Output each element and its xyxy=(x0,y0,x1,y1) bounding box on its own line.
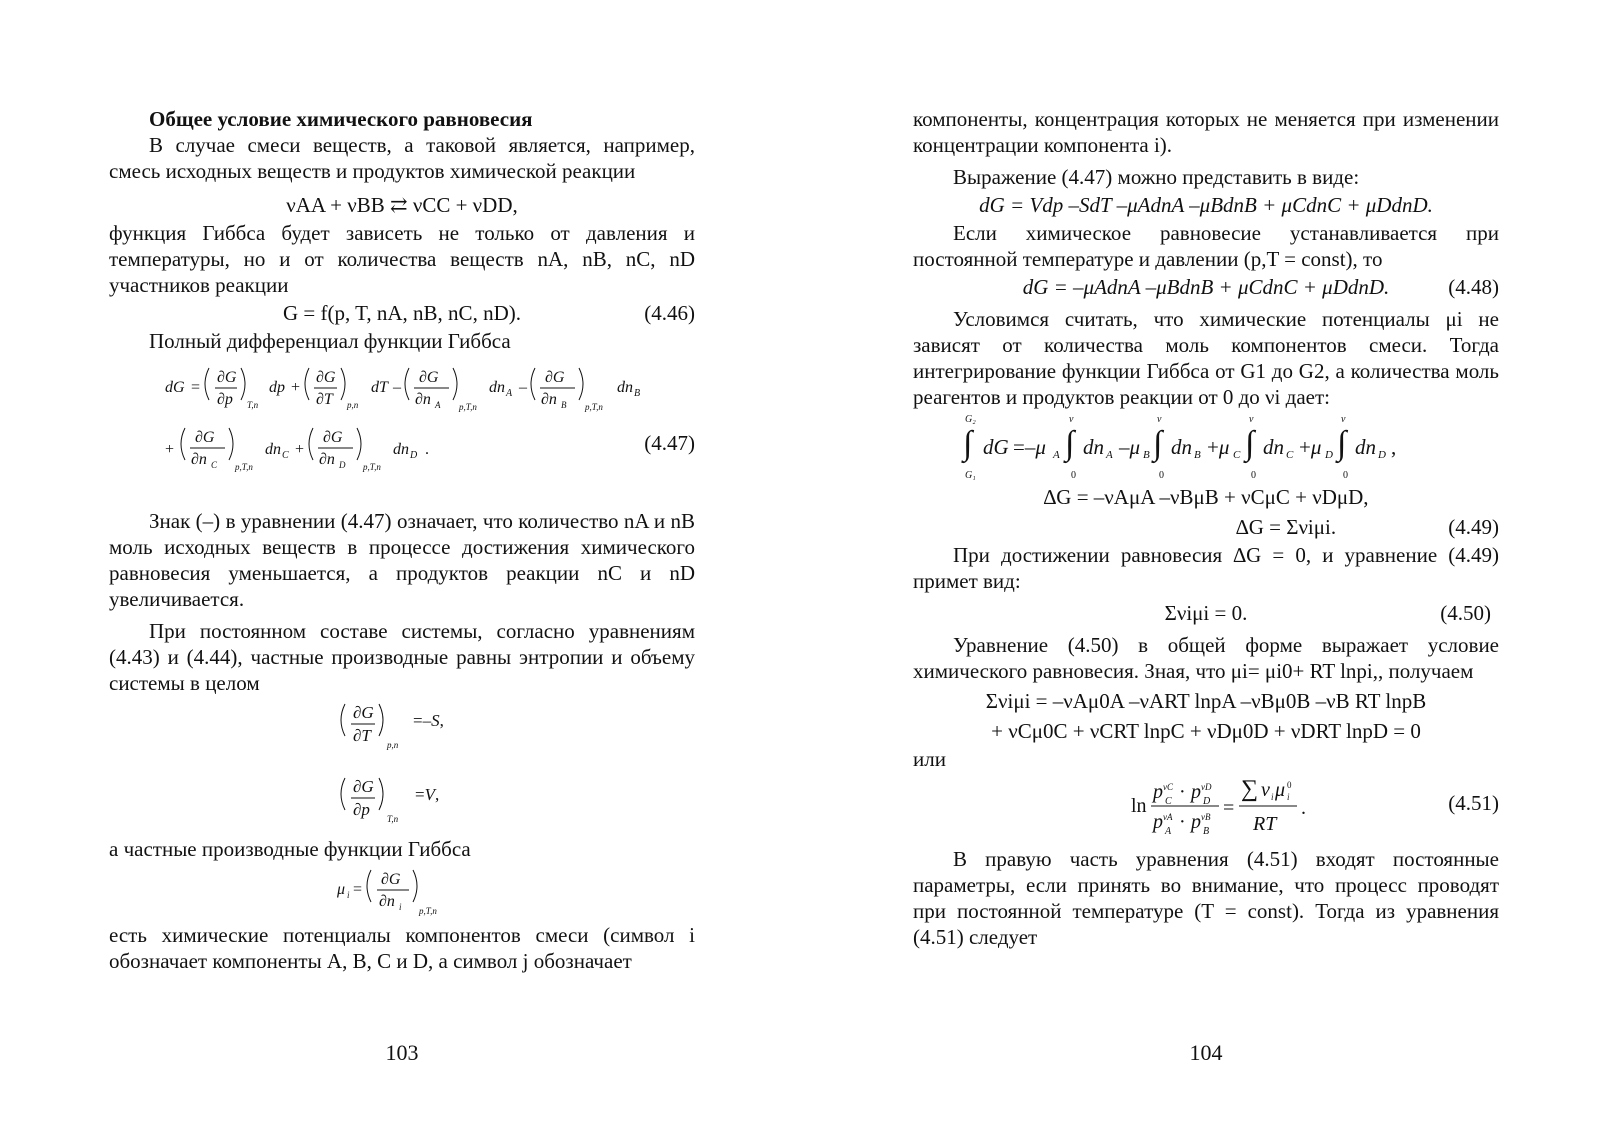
chemical-potential-formula xyxy=(109,862,695,922)
svg-text:+μ: +μ xyxy=(1299,435,1322,459)
svg-text:ν: ν xyxy=(1249,414,1254,425)
page-number: 103 xyxy=(385,1040,419,1065)
paragraph: функция Гиббса будет зависеть не только от давления и температуры, но и от количества веществ nA, nB, nC, nD участников реакции xyxy=(109,221,695,297)
svg-text:∂G: ∂G xyxy=(217,369,237,386)
svg-text:∫: ∫ xyxy=(1153,425,1163,462)
paragraph: есть химические потенциалы компонентов смеси (символ i обозначает компоненты A, B, C и D, а символ j обозначает xyxy=(109,923,695,973)
svg-text:i: i xyxy=(1287,792,1290,802)
equation-4-48: dG = –μAdnA –μBdnB + μCdnC + μDdnD. (4.48) xyxy=(913,272,1499,302)
svg-text:νC: νC xyxy=(1163,782,1173,792)
svg-text:=–μ: =–μ xyxy=(1013,435,1046,459)
svg-text:B: B xyxy=(1194,449,1201,461)
svg-text:0: 0 xyxy=(1251,470,1256,481)
svg-text:B: B xyxy=(1203,826,1210,837)
svg-text:p,T,n: p,T,n xyxy=(459,402,477,412)
svg-text:∂n: ∂n xyxy=(319,451,335,468)
svg-text:∫: ∫ xyxy=(1337,425,1347,462)
svg-text:A: A xyxy=(506,388,513,399)
equation-dg: dG = Vdp –SdT –μAdnA –μBdnB + μCdnC + μDdnD. xyxy=(979,193,1433,217)
svg-text:D: D xyxy=(1203,796,1211,807)
svg-text:p: p xyxy=(1191,781,1201,803)
svg-text:∂T: ∂T xyxy=(316,391,333,408)
svg-text:dn: dn xyxy=(393,441,409,458)
svg-text:C: C xyxy=(1233,449,1241,461)
svg-text:p,T,n: p,T,n xyxy=(419,906,437,916)
svg-text:–μ: –μ xyxy=(1119,435,1141,459)
svg-text:B: B xyxy=(634,388,641,399)
svg-text:RT: RT xyxy=(1253,813,1277,835)
svg-text:ν: ν xyxy=(1261,779,1270,801)
svg-text:p,T,n: p,T,n xyxy=(235,462,253,472)
integral-formula xyxy=(913,410,1499,482)
svg-text:μ: μ xyxy=(1275,779,1286,801)
svg-text:0: 0 xyxy=(1287,780,1292,790)
svg-text:∂G: ∂G xyxy=(381,871,401,888)
svg-text:0: 0 xyxy=(1071,470,1076,481)
svg-text:dn: dn xyxy=(1355,435,1376,459)
svg-text:dp: dp xyxy=(269,379,285,396)
paragraph: При постоянном составе системы, согласно уравнениям (4.43) и (4.44), частные производные равны энтропии и объему системы в целом xyxy=(109,619,695,695)
page-number: 104 xyxy=(1189,1040,1223,1065)
equation-4-51 xyxy=(913,772,1499,838)
svg-text:=: = xyxy=(191,379,201,396)
svg-text:A: A xyxy=(435,400,441,410)
paragraph: Выражение (4.47) можно представить в виде: xyxy=(953,165,1360,189)
svg-text:∫: ∫ xyxy=(963,425,973,462)
svg-text:–: – xyxy=(393,379,401,396)
paragraph: В правую часть уравнения (4.51) входят постоянные параметры, если принять во внимание, что процесс проводят при постоянной температуре (T = const). Тогда из уравнения (4.51) следует xyxy=(913,847,1499,949)
equation-number: (4.49) xyxy=(1448,515,1499,539)
svg-text:B: B xyxy=(1143,449,1150,461)
svg-text:ν: ν xyxy=(1157,414,1162,425)
svg-text:=: = xyxy=(1223,797,1235,819)
left-page xyxy=(109,106,695,974)
equation-number: (4.51) xyxy=(1448,791,1499,815)
svg-text:dG: dG xyxy=(165,379,185,396)
svg-text:dn: dn xyxy=(1083,435,1104,459)
equation-expanded-line-1: Σνiμi = –νAμ0A –νART lnpA –νBμ0B –νB RT lnpB xyxy=(985,689,1427,713)
svg-text:∂n: ∂n xyxy=(379,893,395,910)
svg-text:∂T: ∂T xyxy=(353,726,371,745)
svg-text:G₁: G₁ xyxy=(965,470,976,481)
svg-text:T,n: T,n xyxy=(387,814,399,824)
section-heading: Общее условие химического равновесия xyxy=(149,107,533,131)
svg-text:νA: νA xyxy=(1163,812,1173,822)
equation-4-49: ∆G = Σνiμi. (4.49) xyxy=(913,512,1499,542)
svg-text:C: C xyxy=(1286,449,1294,461)
svg-text:∂G: ∂G xyxy=(353,777,374,796)
svg-text:p: p xyxy=(1153,811,1163,833)
svg-text:+μ: +μ xyxy=(1207,435,1230,459)
svg-text:0: 0 xyxy=(1343,470,1348,481)
svg-text:–: – xyxy=(519,379,527,396)
svg-text:dn: dn xyxy=(489,379,505,396)
svg-text:∂G: ∂G xyxy=(323,429,343,446)
svg-text:A: A xyxy=(1165,826,1172,837)
log-ratio-formula xyxy=(913,772,1499,838)
svg-text:p,n: p,n xyxy=(387,740,399,750)
svg-text:dT: dT xyxy=(371,379,388,396)
svg-text:+: + xyxy=(291,379,301,396)
equation-number: (4.50) xyxy=(1440,601,1491,625)
svg-text:∂n: ∂n xyxy=(191,451,207,468)
svg-text:p,T,n: p,T,n xyxy=(363,462,381,472)
paragraph: компоненты, концентрация которых не меняется при изменении концентрации компонента i). xyxy=(913,107,1499,157)
svg-text:=V,: =V, xyxy=(415,785,440,804)
equation-4-50: Σνiμi = 0. (4.50) xyxy=(913,598,1499,628)
svg-text:∫: ∫ xyxy=(1065,425,1075,462)
svg-text:∂n: ∂n xyxy=(541,391,557,408)
svg-text:μ: μ xyxy=(337,881,346,898)
svg-text:A: A xyxy=(1106,449,1113,461)
svg-text:∂p: ∂p xyxy=(217,391,233,408)
paragraph: Если химическое равновесие устанавливается при постоянной температуре и давлении (p,T = const), то xyxy=(913,221,1499,271)
svg-text:dG: dG xyxy=(983,435,1009,459)
svg-text:D: D xyxy=(1378,449,1386,461)
svg-text:T,n: T,n xyxy=(247,400,259,410)
svg-text:C: C xyxy=(1165,796,1172,807)
svg-text:C: C xyxy=(211,460,218,470)
svg-text:C: C xyxy=(282,450,289,461)
equation-4-46: G = f(p, T, nA, nB, nC, nD). (4.46) xyxy=(109,298,695,328)
equation-number: (4.47) xyxy=(644,431,695,455)
svg-text:+: + xyxy=(295,441,305,458)
svg-text:D: D xyxy=(410,450,418,461)
svg-text:dn: dn xyxy=(1171,435,1192,459)
svg-text:νB: νB xyxy=(1201,812,1211,822)
svg-text:i: i xyxy=(347,890,350,900)
svg-text:dn: dn xyxy=(265,441,281,458)
svg-text:ν: ν xyxy=(1069,414,1074,425)
svg-text:D: D xyxy=(1325,449,1333,461)
partial-derivatives-formula xyxy=(109,696,695,836)
word-or: или xyxy=(913,747,946,771)
svg-text:∂p: ∂p xyxy=(353,800,370,819)
svg-text:∂G: ∂G xyxy=(545,369,565,386)
equation-expanded-line-2: + νCμ0C + νCRT lnpC + νDμ0D + νDRT lnpD = 0 xyxy=(991,719,1421,743)
equation-number: (4.48) xyxy=(1448,275,1499,299)
paragraph: В случае смеси веществ, а таковой является, например, смесь исходных веществ и продуктов химической реакции xyxy=(109,133,695,183)
svg-text:.: . xyxy=(1301,797,1306,819)
svg-text:p,n: p,n xyxy=(347,400,359,410)
svg-text:∫: ∫ xyxy=(1245,425,1255,462)
svg-text:B: B xyxy=(561,400,567,410)
svg-text:∂G: ∂G xyxy=(353,703,374,722)
svg-text:0: 0 xyxy=(1159,470,1164,481)
svg-text:A: A xyxy=(1053,449,1060,461)
svg-text:ν: ν xyxy=(1341,414,1346,425)
reaction-equation: νAA + νBB ⇄ νCC + νDD, xyxy=(286,193,518,217)
equation-4-47 xyxy=(109,354,695,482)
svg-text:∂G: ∂G xyxy=(195,429,215,446)
svg-text:dn: dn xyxy=(617,379,633,396)
svg-text:ln: ln xyxy=(1131,795,1147,817)
svg-text:·: · xyxy=(1179,781,1186,803)
gibbs-differential-formula xyxy=(109,354,695,482)
svg-text:i: i xyxy=(1271,792,1274,802)
paragraph: Уравнение (4.50) в общей форме выражает условие химического равновесия. Зная, что μi= μi0+ RT lnpi,, получаем xyxy=(913,633,1499,683)
equation-number: (4.46) xyxy=(644,301,695,325)
svg-text:p,T,n: p,T,n xyxy=(585,402,603,412)
svg-text:∂n: ∂n xyxy=(415,391,431,408)
svg-text:i: i xyxy=(399,902,402,912)
paragraph: При достижении равновесия ∆G = 0, и уравнение (4.49) примет вид: xyxy=(913,543,1499,593)
svg-text:=: = xyxy=(353,881,363,898)
equation-delta-g: ∆G = –νAμA –νBμB + νCμC + νDμD, xyxy=(1043,485,1369,509)
paragraph: Знак (–) в уравнении (4.47) означает, что количество nA и nB моль исходных веществ в процессе достижения химического равновесия уменьшается, а продуктов реакции nC и nD увеличивается. xyxy=(109,509,695,611)
svg-text:G₂: G₂ xyxy=(965,414,976,425)
svg-text:=–S,: =–S, xyxy=(413,711,444,730)
svg-text:+: + xyxy=(165,441,175,458)
paragraph: Полный дифференциал функции Гиббса xyxy=(149,329,511,353)
svg-text:∑: ∑ xyxy=(1241,776,1259,802)
svg-text:∂G: ∂G xyxy=(419,369,439,386)
svg-text:·: · xyxy=(1179,811,1186,833)
svg-text:p: p xyxy=(1191,811,1201,833)
paragraph: Условимся считать, что химические потенциалы μi не зависят от количества моль компонентов смеси. Тогда интегрирование функции Гиббса от G1 до G2, а количества моль реагентов и продуктов реакции от 0 до νi дает: xyxy=(913,307,1499,409)
svg-text:,: , xyxy=(1391,435,1397,459)
paragraph: а частные производные функции Гиббса xyxy=(109,837,471,861)
svg-text:p: p xyxy=(1153,781,1163,803)
svg-text:.: . xyxy=(425,441,429,458)
svg-text:dn: dn xyxy=(1263,435,1284,459)
svg-text:νD: νD xyxy=(1201,782,1212,792)
svg-text:∂G: ∂G xyxy=(316,369,336,386)
right-page xyxy=(913,106,1499,950)
svg-text:D: D xyxy=(339,460,346,470)
